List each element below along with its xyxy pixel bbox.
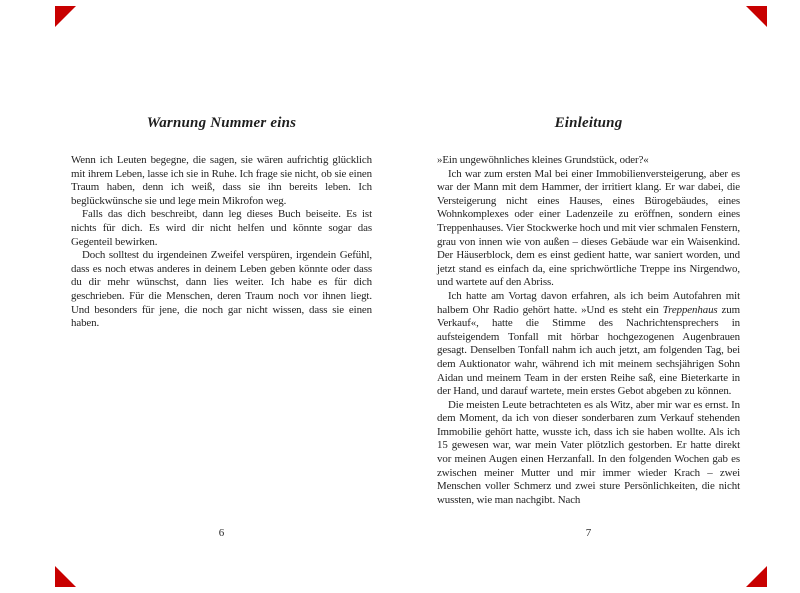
paragraph (71, 154, 372, 208)
paragraph (437, 399, 740, 508)
text-run: »Ein ungewöhnliches kleines Grundstück, oder?« (437, 154, 649, 166)
left-page (71, 0, 372, 593)
left-page-body (71, 154, 372, 331)
page-number-right: 7 (585, 527, 592, 539)
paragraph (71, 208, 372, 249)
page-corner-mark-top-right-icon (746, 6, 767, 27)
text-run: Falls das dich beschreibt, dann leg dieses Buch beiseite. Es ist nichts für dich. Es wird dir nicht helfen und könnte sogar das Gegenteil bewirken. (71, 208, 372, 248)
text-run: zum Verkauf«, hatte die Stimme des Nachrichtensprechers in aufsteigendem Tonfall mit hörbar hochgezogenen Augenbrauen gesagt. Denselben Tonfall nahm ich auch jetzt, am folgenden Tag, bei dem Auktionator wahr, während ich mit meinem sechsjährigen Sohn Aidan und meinem Team in der ersten Reihe saß, eine Bieterkarte in der Hand, und darauf wartete, mein erstes Gebot abgeben zu können. (437, 303, 741, 398)
paragraph (437, 290, 740, 399)
text-run: Die meisten Leute betrachteten es als Witz, aber mir war es ernst. In dem Moment, da ich von dieser sonderbaren zum Verkauf stehenden Immobilie gehört hatte, wusste ich, dass ich sie haben wollte. Als ich 15 gewesen war, war mein Vater plötzlich gestorben. Er hatte direkt vor meinen Augen einen Herzanfall. In den folgenden Wochen gab es zwischen meiner Mutter und mir immer wieder Krach – zwei Menschen voller Schmerz und zwei sture Persönlichkeiten, die nicht wussten, wie man nachgibt. Nach (437, 398, 740, 506)
chapter-heading-right: Einleitung (554, 115, 623, 131)
paragraph (71, 249, 372, 331)
right-page-body (437, 154, 740, 507)
right-page (437, 0, 740, 593)
page-number-left: 6 (218, 527, 225, 539)
paragraph (437, 168, 740, 290)
text-run: Ich hatte am Vortag davon erfahren, als ich beim Autofahren mit halbem Ohr Radio gehört hatte. »Und es steht ein (437, 289, 740, 316)
paragraph (437, 154, 740, 168)
text-run: Doch solltest du irgendeinen Zweifel verspüren, irgendein Gefühl, dass es noch etwas anderes in deinem Leben geben könnte oder dass du dir mehr wünschst, dann lies weiter. Ich habe es für dich geschrieben. Für die Menschen, deren Traum noch vor ihnen liegt. Und besonders für jene, die noch gar nicht wissen, dass sie einen haben. (71, 249, 372, 330)
text-run: Treppenhaus (662, 303, 718, 316)
text-run: Ich war zum ersten Mal bei einer Immobilienversteigerung, aber es war der Mann mit dem Hammer, der irritiert klang. Er war dabei, die Versteigerung nicht eines Hauses, eines Bürogebäudes, eines Wohnkomplexes oder einer Ladenzeile zu eröffnen, sondern eines Treppenhauses. Vier Stockwerke hoch und mit vier schmalen Fenstern, grau von innen wie von außen – dieses Gebäude war ein Waisenkind. Der Häuserblock, dem es einst gedient hatte, war saniert worden, und jetzt stand es einfach da, eine sprichwörtliche Treppe ins Nirgendwo, und wartete auf den Abriss. (437, 167, 740, 289)
page-corner-mark-bottom-right-icon (746, 566, 767, 587)
chapter-heading-left: Warnung Nummer eins (146, 115, 297, 131)
text-run: Wenn ich Leuten begegne, die sagen, sie wären aufrichtig glücklich mit ihrem Leben, lasse ich sie in Ruhe. Ich frage sie nicht, ob sie einen Traum haben, denn ich weiß, dass sie ihn bereits leben. Ich beglückwünsche sie und lege mein Mikrofon weg. (71, 154, 372, 207)
